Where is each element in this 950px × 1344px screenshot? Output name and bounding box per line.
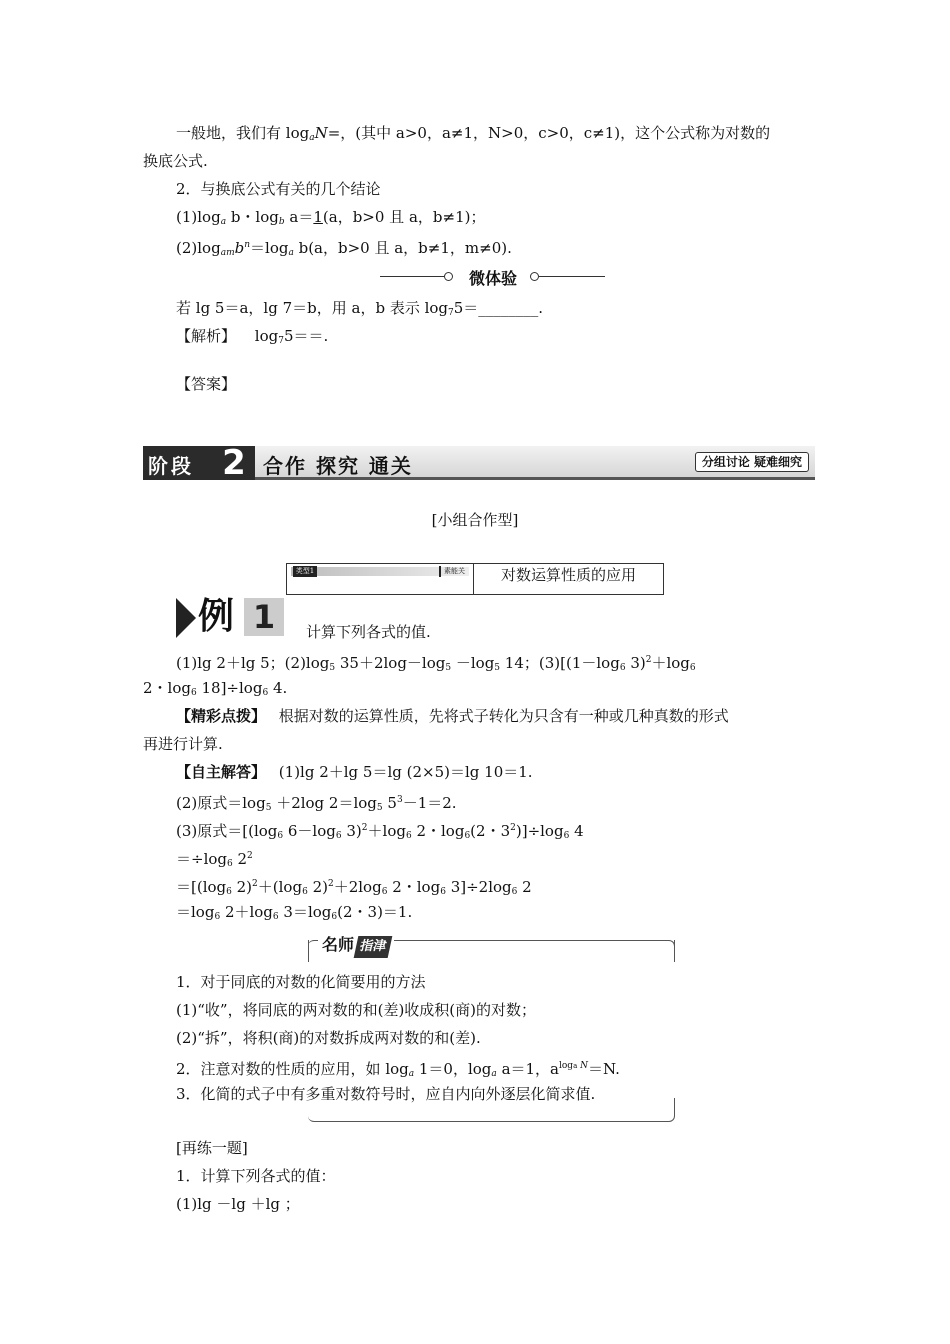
micro-analysis: 【解析】 $\log_75==$. [176,327,329,346]
solution-line-6: $=\log_6$ $2+\log_6$ $3=\log_6(2$・3)＝1. [176,903,413,922]
example-number: 1 [244,598,284,636]
example-char: 例 [198,596,235,637]
guidance-item-3: (2)“拆”，将积(商)的对数拆成两对数的和(差). [176,1029,481,1047]
micro-question: 若 lg 5＝a，lg 7＝b，用 a，b 表示 $\log_75=\_\_\_\_\_\_\_\_$. [176,299,544,318]
tip-label: 【精彩点拨】 [176,707,267,725]
practice-item-1a: (1)lg －lg ＋lg ； [176,1195,300,1213]
heading-right-dot [530,272,539,281]
type-box [286,563,664,595]
guidance-title: 名师 指津 [318,934,394,956]
stage-title: 合作 探究 通关 [263,454,413,478]
guidance-item-4: 2．注意对数的性质的应用，如 $\log_a 1=0$，$\log_a a=1$，$a^{loga N}=N$. [176,1060,620,1079]
solution-line-1: 【自主解答】 (1)lg 2＋lg 5＝lg (2×5)＝lg 10＝1. [176,763,533,781]
example-prompt: 计算下列各式的值. [306,623,431,641]
stage-tag: 分组讨论 疑难细究 [695,452,809,472]
stage-banner [143,443,815,483]
micro-answer-label: 【答案】 [176,375,237,393]
type-title: 对数运算性质的应用 [500,566,636,584]
intro-line-2: 换底公式. [143,152,208,170]
guidance-item-5: 3．化简的式子中有多重对数符号时，应自内向外逐层化简求值. [176,1085,596,1103]
heading-left-rule [380,276,446,277]
ability-tag: 素能关 [439,566,465,577]
solution-line-3: (3)原式$=[(\log_6$ $6-\log_6$ $3)^2+\log_6$ 2・$\log_6(2$・$3^2)]\div\log_6$ 4 [176,822,584,841]
example-badge [176,596,286,638]
analysis-label: 【解析】 [176,327,237,345]
guidance-frame-left [308,940,309,962]
arrow-icon [176,598,196,638]
stage-label: 阶段 [148,454,194,478]
guidance-item-2: (1)“收”，将同底的两对数的和(差)收成积(商)的对数； [176,1001,536,1019]
stage-title-block [255,446,815,480]
solution-line-2: (2)原式$=\log_5 +2\log$ $2=\log_5$ $5^3-1=2$. [176,794,457,813]
tip-line-2: 再进行计算. [143,735,223,753]
micro-experience-title: 微体验 [468,269,517,288]
group-type-label: [小组合作型] [431,511,519,529]
conclusions-title: 2．与换底公式有关的几个结论 [176,180,381,198]
heading-left-dot [444,272,453,281]
practice-label: [再练一题] [176,1139,248,1157]
example-question-line-2: 2・$\log_6 18]\div\log_6$ 4. [143,679,288,698]
tip-line-1: 【精彩点拨】 根据对数的运算性质，先将式子转化为只含有一种或几种真数的形式 [176,707,729,725]
stage-number: 2 [222,443,246,483]
guidance-frame-right [674,940,675,962]
heading-right-rule [539,276,605,277]
guidance-item-1: 1．对于同底的对数的化简要用的方法 [176,973,426,991]
solution-line-5: $=[(\log_6$ $2)^2+(\log_6$ $2)^2+2\log_6$ 2・$\log_6 3]\div 2\log_6$ 2 [176,878,532,897]
solution-line-4: $=\div\log_6$ $2^2$ [176,850,253,869]
conclusion-2: $(2)\log_{am}b^n=\log_a$ b(a，b>0 且 a，b≠1，m≠0). [176,239,512,258]
intro-line-1: 一般地，我们有 $\log_aN=$，(其中 a>0，a≠1，N>0，c>0，c≠1)，这个公式称为对数的 [176,124,771,143]
type-tag: 类型1 [293,566,317,577]
example-question-line-1: (1)lg 2＋lg 5；$(2)\log_5$ $35+2\log-\log_5 -\log_5$ 14；$(3)[(1-\log_6$ $3)^2+\log_6$ [176,654,696,673]
type-box-left [287,564,474,594]
solution-label: 【自主解答】 [176,763,267,781]
micro-experience-heading [380,266,605,288]
practice-item-1: 1．计算下列各式的值： [176,1167,336,1185]
conclusion-1: $(1)\log_a$ b・$\log_b a=1(a$，b>0 且 a，b≠1)； [176,208,486,227]
